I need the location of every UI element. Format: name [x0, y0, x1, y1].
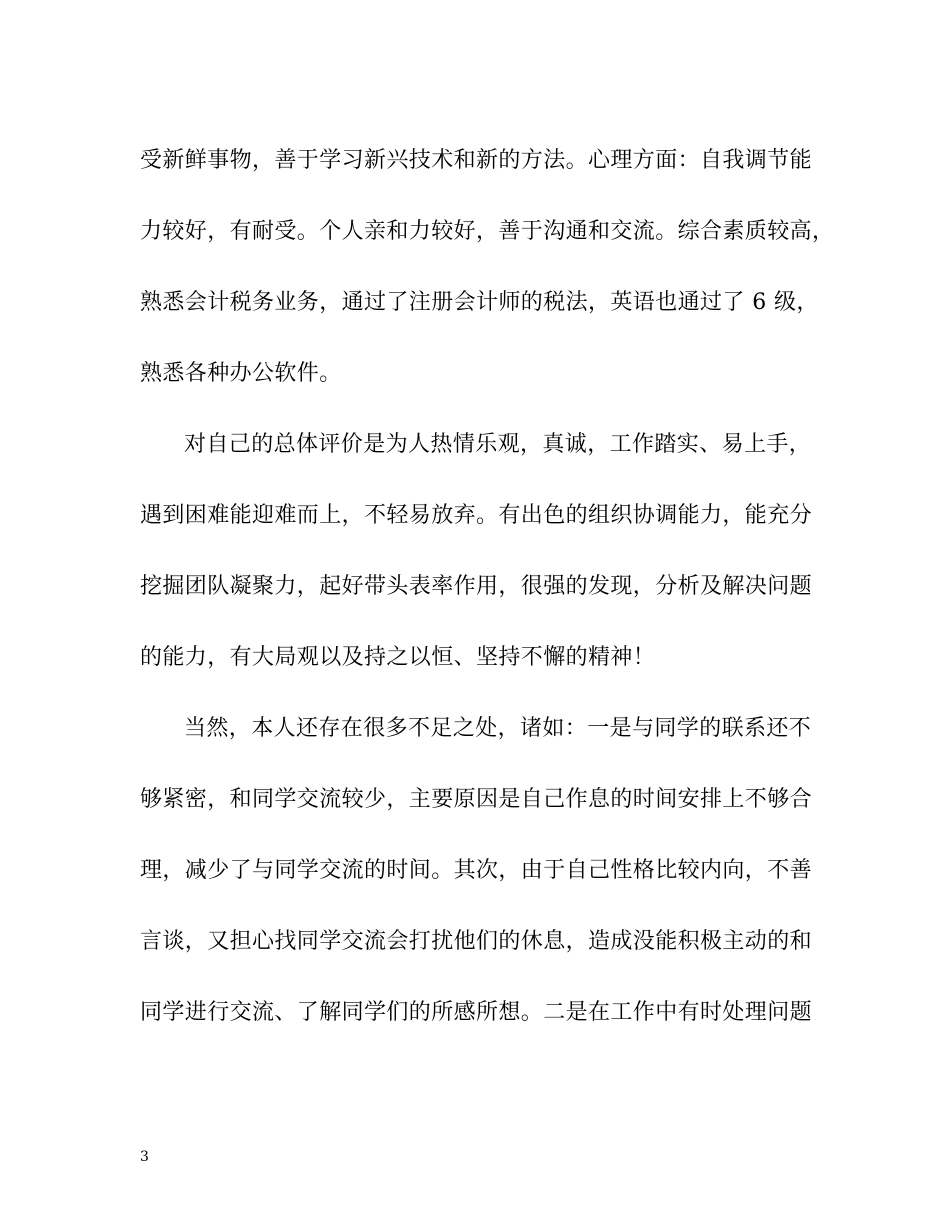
- paragraph-first-line: 当然，本人还存在很多不足之处，诸如：一是与同学的联系还不: [184, 716, 812, 741]
- page-number: 3: [140, 1149, 149, 1165]
- text-line: 的能力，有大局观以及持之以恒、坚持不懈的精神！: [140, 645, 656, 670]
- text-line: 力较好，有耐受。个人亲和力较好，善于沟通和交流。综合素质较高，: [140, 219, 835, 244]
- paragraph-first-line: 对自己的总体评价是为人热情乐观，真诚，工作踏实、易上手，: [184, 432, 812, 457]
- text-line: 熟悉会计税务业务，通过了注册会计师的税法，英语也通过了 6 级，: [140, 290, 819, 315]
- text-line: 理，减少了与同学交流的时间。其次，由于自己性格比较内向，不善: [140, 858, 813, 883]
- text-line: 同学进行交流、了解同学们的所感所想。二是在工作中有时处理问题: [140, 1000, 813, 1025]
- text-line: 遇到困难能迎难而上，不轻易放弃。有出色的组织协调能力，能充分: [140, 503, 813, 528]
- text-line: 言谈，又担心找同学交流会打扰他们的休息，造成没能积极主动的和: [140, 929, 813, 954]
- text-line: 熟悉各种办公软件。: [140, 361, 342, 386]
- text-line: 挖掘团队凝聚力，起好带头表率作用，很强的发现，分析及解决问题: [140, 574, 813, 599]
- text-line: 受新鲜事物，善于学习新兴技术和新的方法。心理方面：自我调节能: [140, 148, 813, 173]
- text-line: 够紧密，和同学交流较少，主要原因是自己作息的时间安排上不够合: [140, 787, 813, 812]
